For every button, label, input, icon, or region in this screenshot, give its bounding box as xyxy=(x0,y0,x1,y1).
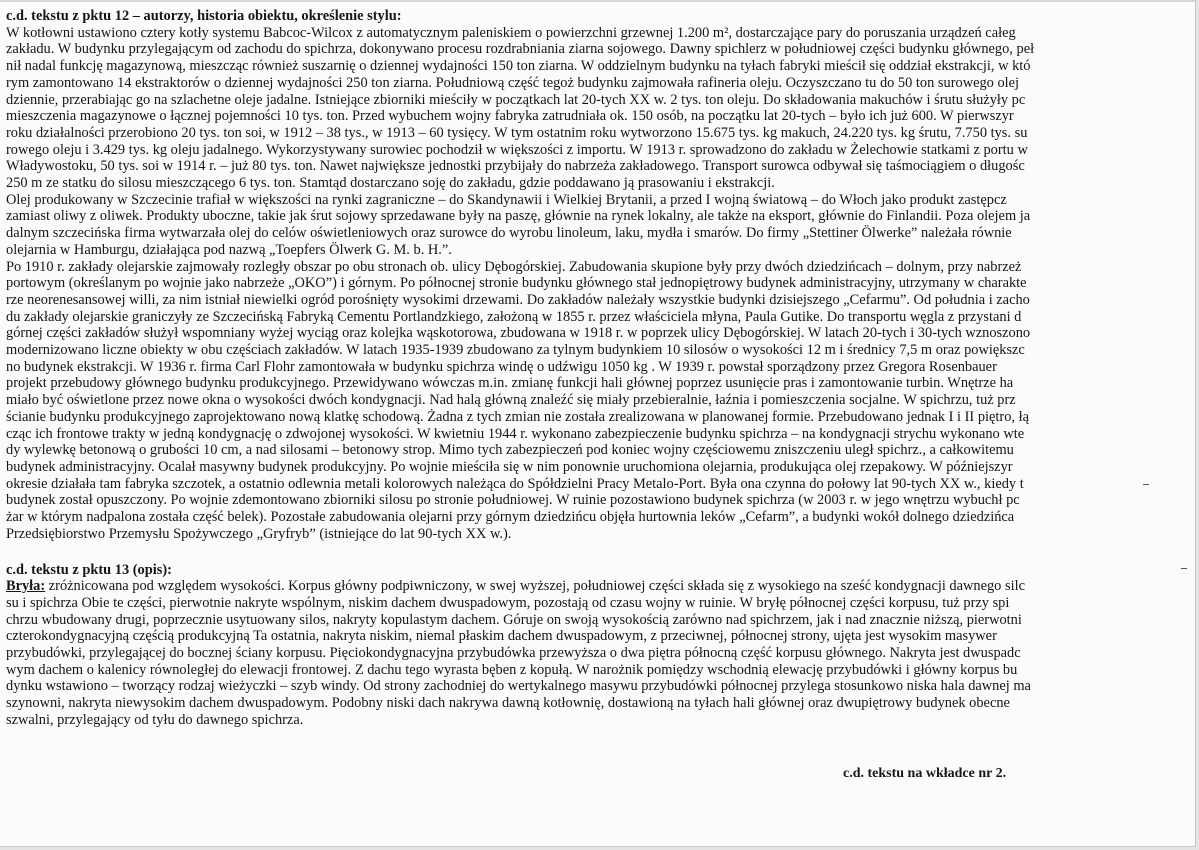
text-line: wym dachem o kalenicy równoległej do elewacji frontowej. Z dachu tego wyrasta bęben z kopułą. W narożnik pomiędzy wschodnią elewację przybudówki i główny korpus bu xyxy=(6,661,1018,678)
section-description-heading: c.d. tekstu z pktu 13 (opis): xyxy=(6,561,172,578)
text-line xyxy=(6,578,1191,595)
text-line: chrzu wbudowany drugi, poprzecznie usytuowany silos, nakryty kopulastym dachem. Góruje on swoją wysokością zarówno nad spichrzem, jak i nad znacznie niższą, pierwotni xyxy=(6,611,1022,628)
text-line: mieszczenia magazynowe o łącznej pojemności 10 tys. ton. Przed wybuchem wojny fabryka zatrudniała ok. 150 osób, na początku lat 20-tych – było ich już 600. W pierwszyr xyxy=(6,108,1014,125)
text-line: 250 m ze statku do silosu mieszczącego 6 tys. ton. Stamtąd dostarczano soję do zakładu, gdzie poddawano ją prasowaniu i ekstrakcji. xyxy=(6,175,775,192)
text-line: budynek administracyjny. Ocalał masywny budynek produkcyjny. Po wojnie mieściła się w nim ponownie uruchomiona olejarnia, produkująca olej rzepakowy. W późniejszyr xyxy=(6,458,1013,475)
continuation-note: c.d. tekstu na wkładce nr 2. xyxy=(843,766,1007,781)
text-line: dziennie, przerabiając go na szlachetne oleje jadalne. Istniejące zbiorniki mieściły w początkach lat 20-tych XX w. 2 tys. ton oleju. Do składowania makuchów i śrutu służyły pc xyxy=(6,91,1026,108)
section-description-text xyxy=(6,595,1191,729)
text-line: Po 1910 r. zakłady olejarskie zajmowały rozległy obszar po obu stronach ob. ulicy Dębogórskiej. Zabudowania skupione były przy dwóch dziedzińcach – dolnym, przy nabrzeż xyxy=(6,258,1022,275)
text-line: żar w którym nadpalona została część belek). Pozostałe zabudowania olejarni przy górnym dziedzińcu objęła hurtownia leków „Cefarm”, a budynki wokół dolnego dziedzińca xyxy=(6,509,1015,526)
text-line: roku działalności przerobiono 20 tys. ton soi, w 1912 – 38 tys., w 1913 – 60 tysięcy. W tym ostatnim roku wytworzono 15.675 tys. kg makuch, 24.220 tys. kg śrutu, 7.750 tys. su xyxy=(6,124,1028,141)
text-line: miało być oświetlone przez nowe okna o wysokości dwóch kondygnacji. Nad halą główną znaleźć się miały przebieralnie, łaźnia i pomieszczenia socjalne. W spichrzu, tuż prz xyxy=(6,392,1016,409)
text-line: dy wylewkę betonową o grubości 10 cm, a nad silosami – betonowy strop. Mimo tych zabezpieczeń pod koniec wojny częściowemu zniszczeniu uległ spichrz., a całkowitemu xyxy=(6,442,1014,459)
text-line: budynek został opuszczony. Po wojnie zdemontowano zbiorniki silosu po stronie południowej. W ruinie pozostawiono budynek spichrza (w 2003 r. w jego wnętrzu wybuchł pc xyxy=(6,492,1020,509)
text-line: szwalni, przylegający od tyłu do dawnego spichrza. xyxy=(6,711,304,728)
text-line: przybudówki, przylegającej do bocznej ściany korpusu. Pięciokondygnacyjna przybudówka przewyższa o dwa piętra północną część korpusu głównego. Nakryta jest dwuspadc xyxy=(6,645,1021,662)
scan-mark xyxy=(1143,484,1149,485)
text-line: górnej części zakładów służył wspomniany wyżej wyciąg oraz kolejka wąskotorowa, zbudowana w 1918 r. w poprzek ulicy Dębogórskiej. W latach 20-tych i 30-tych wznoszono xyxy=(6,325,1031,342)
text-line: Władywostoku, 50 tys. soi w 1914 r. – już 80 tys. ton. Nawet największe jednostki przybijały do nabrzeża zakładowego. Transport surowca odbywał się taśmociągiem o długośc xyxy=(6,158,1025,175)
section-description xyxy=(6,562,1191,729)
text-line: czterokondygnacyjną częścią produkcyjną Ta ostatnia, nakryta niskim, niemal płaskim dachem dwuspadowym, z przeciwnej, północnej strony, ujęta jest wysokim masywer xyxy=(6,628,997,645)
text-line: W kotłowni ustawiono cztery kotły systemu Babcoc-Wilcox z automatycznym paleniskiem o powierzchni grzewnej 1.200 m², dostarczające pary do poruszania urządzeń całeg xyxy=(6,24,1016,41)
scan-mark xyxy=(1181,568,1187,569)
section-history-heading: c.d. tekstu z pktu 12 – autorzy, historia obiektu, określenie stylu: xyxy=(6,8,402,24)
text-line: Olej produkowany w Szczecinie trafiał w większości na rynki zagraniczne – do Skandynawii i Wielkiej Brytanii, a przed I wojną światową – do Włoch jako produkt zastępcz xyxy=(6,191,1007,208)
text-line: no budynek ekstrakcji. W 1936 r. firma Carl Flohr zamontowała w budynku spichrza windę o udźwigu 1050 kg . W 1939 r. powstał sporządzony przez Gregora Rosenbauer xyxy=(6,358,997,375)
text-line: projekt przebudowy głównego budynku produkcyjnego. Przewidywano wówczas m.in. zmianę funkcji hali głównej poprzez usunięcie pras i zamontowanie turbin. Wnętrze ha xyxy=(6,375,1014,392)
text-line: rze neorenesansowej willi, za nim istniał niewielki ogród porośnięty wysokimi drzewami. Do zakładów należały wszystkie budynki dzisiejszego „Cefarmu”. Od południa i zacho xyxy=(6,291,1030,308)
text-line: cząc ich frontowe trakty w jedną kondygnację o zdwojonej wysokości. W kwietniu 1944 r. wykonano zabezpieczenie budynku spichrza – na kondygnacji strychu wykonano wte xyxy=(6,425,1025,442)
text-line: okresie działała tam fabryka szczotek, a ostatnio odlewnia metali kolorowych należąca do Spółdzielni Pracy Metalo-Port. Była ona czynna do połowy lat 90-tych XX w., kiedy t xyxy=(6,475,1024,492)
text-line: modernizowano liczne obiekty w obu częściach zakładów. W latach 1935-1939 zbudowano za tylnym budynkiem 10 silosów o wysokości 12 m i średnicy 7,5 m oraz powiększc xyxy=(6,342,1025,359)
bryla-label: Bryła: xyxy=(6,578,46,595)
text-line: rym zamontowano 14 ekstraktorów o dziennej wydajności 250 ton ziarna. Południową część tegoż budynku zajmowała rafineria oleju. Oczyszczano tu do 50 ton surowego olej xyxy=(6,74,1020,91)
text-line: szynowni, nakryta niewysokim dachem dwuspadowym. Podobny niski dach nakrywa dawną kotłownię, dostawioną na tyłach hali głównej oraz dwupiętrowy budynek obecne xyxy=(6,695,1010,712)
text-line: portowym (określanym po wojnie jako nabrzeże „OKO”) i górnym. Po północnej stronie budynku głównego stał jednopiętrowy budynek administracyjny, utrzymany w charakte xyxy=(6,275,1027,292)
text-line: dalnym szczecińska firma wytwarzała olej do celów oświetleniowych oraz surowce do wyrobu linoleum, laku, mydła i smarów. Do firmy „Stettiner Ölwerke” należała równie xyxy=(6,225,1012,242)
bryla-first-line: zróżnicowana pod względem wysokości. Korpus główny podpiwniczony, w swej wyższej, południowej części składa się z wysokiego na sześć kondygnacji dawnego silc xyxy=(45,578,1025,595)
text-line: zakładu. W budynku przylegającym od zachodu do spichrza, dokonywano procesu rozdrabniania ziarna sojowego. Dawny spichlerz w południowej części budynku głównego, peł xyxy=(6,41,1035,58)
document-body xyxy=(6,8,1191,729)
section-history xyxy=(6,8,1191,543)
scan-edge xyxy=(0,0,1195,2)
text-line: Przedsiębiorstwo Przemysłu Spożywczego „Gryfryb” (istniejące do lat 90-tych XX w.). xyxy=(6,525,512,542)
text-line: du zakłady olejarskie graniczyły ze Szczecińską Fabryką Cementu Portlandzkiego, założoną w 1855 r. przez właściciela młyna, Paula Gutike. Do transportu węgla z przystani d xyxy=(6,308,1022,325)
text-line: olejarnia w Hamburgu, działająca pod nazwą „Toepfers Ölwerk G. M. b. H.”. xyxy=(6,241,452,258)
text-line: ścianie budynku produkcyjnego zaprojektowano nową klatkę schodową. Żadna z tych zmian nie została zrealizowana w planowanej formie. Przebudowano jednak I i II piętro, łą xyxy=(6,408,1029,425)
text-line: su i spichrza Obie te części, pierwotnie nakryte wspólnym, niskim dachem dwuspadowym, pozostają od czasu wojny w ruinie. W bryłę północnej części korpusu, tuż przy spi xyxy=(6,594,1010,611)
section-history-text xyxy=(6,25,1191,543)
text-line: dynku wstawiono – tworzący rodzaj wieżyczki – szyb windy. Od strony zachodniej do wertykalnego masywu przybudówki północnej przylega stosunkowo niska hala dawnej ma xyxy=(6,678,1031,695)
text-line: zamiast oliwy z oliwek. Produkty uboczne, takie jak śrut sojowy sprzedawane były na paszę, głównie na rynek lokalny, ale także na eksport, głównie do Finlandii. Poza olejem ja xyxy=(6,208,1031,225)
text-line: nił nadal funkcję magazynową, mieszcząc również suszarnię o dziennej wydajności 150 ton ziarna. W oddzielnym budynku na tyłach fabryki mieścił się oddział ekstrakcji, w któ xyxy=(6,58,1031,75)
text-line: rowego oleju i 3.429 tys. kg oleju jadalnego. Wykorzystywany surowiec pochodził w większości z importu. W 1913 r. sprowadzono do zakładu w Żelechowie statkami z portu w xyxy=(6,141,1028,158)
